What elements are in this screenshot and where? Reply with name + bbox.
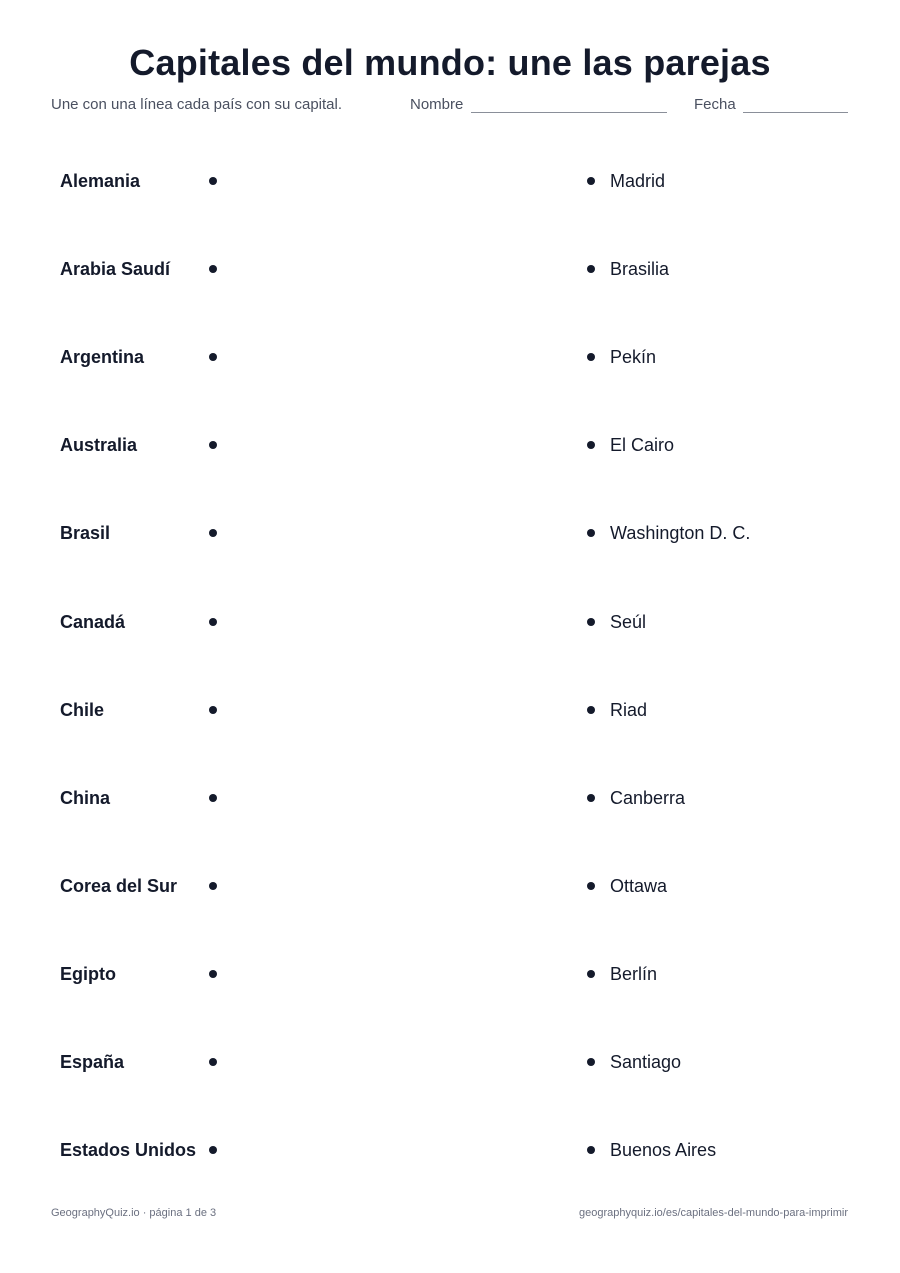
capital-name: Riad: [610, 700, 648, 720]
capital-name: Pekín: [610, 347, 657, 367]
country-item: [60, 698, 230, 722]
capital-connector-dot[interactable]: [587, 794, 595, 802]
country-connector-dot[interactable]: [209, 794, 217, 802]
capital-connector-dot[interactable]: [587, 970, 595, 978]
country-name: Brasil: [60, 523, 111, 543]
country-item: [60, 610, 230, 634]
capital-connector-dot[interactable]: [587, 618, 595, 626]
country-name: Australia: [60, 435, 138, 455]
capital-name: El Cairo: [610, 435, 675, 455]
country-name: Egipto: [60, 964, 116, 984]
country-connector-dot[interactable]: [209, 441, 217, 449]
country-connector-dot[interactable]: [209, 265, 217, 273]
capital-item: [586, 169, 846, 193]
country-name: Alemania: [60, 171, 141, 191]
capital-item: [586, 786, 846, 810]
country-name: España: [60, 1052, 125, 1072]
capital-connector-dot[interactable]: [587, 177, 595, 185]
capital-connector-dot[interactable]: [587, 882, 595, 890]
name-field-line[interactable]: [471, 112, 667, 113]
country-item: [60, 345, 230, 369]
capital-item: [586, 698, 846, 722]
capital-connector-dot[interactable]: [587, 1146, 595, 1154]
capital-connector-dot[interactable]: [587, 706, 595, 714]
footer-page-info: GeographyQuiz.io · página 1 de 3: [51, 1207, 217, 1219]
capital-name: Ottawa: [610, 876, 668, 896]
country-connector-dot[interactable]: [209, 353, 217, 361]
country-name: China: [60, 788, 111, 808]
country-connector-dot[interactable]: [209, 529, 217, 537]
page-title: Capitales del mundo: une las parejas: [129, 42, 771, 83]
country-item: [60, 169, 230, 193]
capital-item: [586, 433, 846, 457]
capital-connector-dot[interactable]: [587, 529, 595, 537]
country-connector-dot[interactable]: [209, 618, 217, 626]
country-item: [60, 257, 230, 281]
country-name: Estados Unidos: [60, 1140, 197, 1160]
country-connector-dot[interactable]: [209, 177, 217, 185]
capital-item: [586, 962, 846, 986]
country-name: Argentina: [60, 347, 145, 367]
country-item: [60, 1050, 230, 1074]
name-label: Nombre: [410, 96, 464, 113]
country-name: Arabia Saudí: [60, 259, 171, 279]
capital-connector-dot[interactable]: [587, 441, 595, 449]
capital-item: [586, 521, 846, 545]
country-connector-dot[interactable]: [209, 970, 217, 978]
country-item: [60, 433, 230, 457]
country-connector-dot[interactable]: [209, 882, 217, 890]
country-name: Chile: [60, 700, 105, 720]
capital-name: Berlín: [610, 964, 658, 984]
country-item: [60, 786, 230, 810]
country-connector-dot[interactable]: [209, 1058, 217, 1066]
date-label: Fecha: [694, 96, 736, 113]
capital-item: [586, 610, 846, 634]
country-connector-dot[interactable]: [209, 706, 217, 714]
date-field-line[interactable]: [743, 112, 848, 113]
country-item: [60, 521, 230, 545]
capital-name: Seúl: [610, 612, 647, 632]
instructions-text: Une con una línea cada país con su capital.: [51, 96, 343, 113]
capital-item: [586, 345, 846, 369]
country-connector-dot[interactable]: [209, 1146, 217, 1154]
capital-name: Santiago: [610, 1052, 682, 1072]
footer-url: geographyquiz.io/es/capitales-del-mundo-para-imprimir: [578, 1207, 848, 1219]
capital-connector-dot[interactable]: [587, 1058, 595, 1066]
country-name: Corea del Sur: [60, 876, 178, 896]
country-item: [60, 1138, 230, 1162]
capital-item: [586, 257, 846, 281]
capital-name: Canberra: [610, 788, 686, 808]
capital-name: Washington D. C.: [610, 523, 751, 543]
country-name: Canadá: [60, 612, 126, 632]
capital-connector-dot[interactable]: [587, 353, 595, 361]
capital-item: [586, 1138, 846, 1162]
capital-name: Brasilia: [610, 259, 670, 279]
capital-item: [586, 1050, 846, 1074]
capital-item: [586, 874, 846, 898]
capital-name: Madrid: [610, 171, 666, 191]
country-item: [60, 874, 230, 898]
capital-name: Buenos Aires: [610, 1140, 717, 1160]
capital-connector-dot[interactable]: [587, 265, 595, 273]
country-item: [60, 962, 230, 986]
